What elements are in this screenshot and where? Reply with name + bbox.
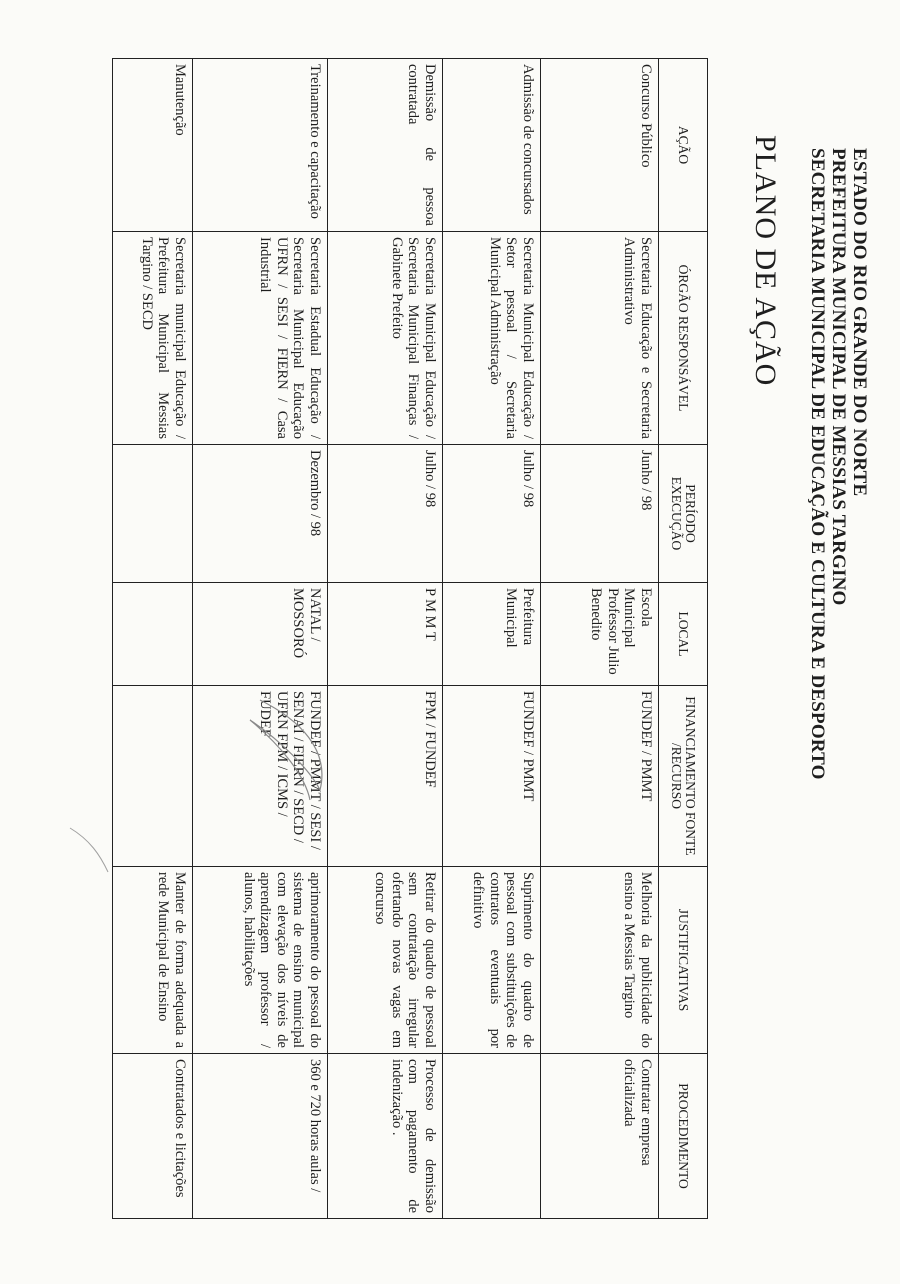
cell-periodo: Dezembro / 98: [193, 445, 328, 583]
cell-justificativas: Retirar do quadro de pessoal sem contratação irregular ofertando novas vagas em concurso: [328, 867, 443, 1054]
cell-financiamento: [113, 686, 193, 867]
header-financiamento: FINANCIAMENTO FONTE /RECURSO: [659, 686, 708, 867]
header-acao: AÇÃO: [659, 59, 708, 232]
header-justificativas: JUSTIFICATIVAS: [659, 867, 708, 1054]
pen-stroke-mark: [60, 820, 120, 880]
cell-local: Prefeitura Municipal: [443, 583, 541, 686]
cell-financiamento: FUNDEF / PMMT / SESI / SENAI / FIERN / SECD / UFRN FPM / ICMS / FUDEF: [193, 686, 328, 867]
table-row: [113, 59, 193, 1219]
cell-orgao: Secretaria Municipal Educação / Secretaria Municipal Finanças / Gabinete Prefeito: [328, 232, 443, 445]
cell-acao: Concurso Público: [541, 59, 659, 232]
cell-financiamento: FUNDEF / PMMT: [541, 686, 659, 867]
cell-justificativas: aprimoramento do pessoal do sistema de ensino municipal com elevação dos níveis de aprendizagem professor / alunos, habilitações: [193, 867, 328, 1054]
cell-orgao: Secretaria Educação e Secretaria Administrativo: [541, 232, 659, 445]
cell-periodo: Junho / 98: [541, 445, 659, 583]
cell-acao: Demissão de pessoa contratada: [328, 59, 443, 232]
cell-orgao: Secretaria municipal Educação / Prefeitura Municipal Messias Targino / SECD: [113, 232, 193, 445]
cell-acao: Manutenção: [113, 59, 193, 232]
action-plan-table: [112, 58, 708, 1219]
cell-orgao: Secretaria Estadual Educação / Secretaria Municipal Educação UFRN / SESI / FIERN / Casa Industrial: [193, 232, 328, 445]
table-row: [193, 59, 328, 1219]
header-prefecture: PREFEITURA MUNICIPAL DE MESSIAS TARGINO: [828, 148, 849, 606]
cell-procedimento: 360 e 720 horas aulas /: [193, 1054, 328, 1219]
cell-procedimento: [443, 1054, 541, 1219]
table-header-row: [659, 59, 708, 1219]
cell-justificativas: Melhoria da publicidade do ensino a Messias Targino: [541, 867, 659, 1054]
cell-periodo: [113, 445, 193, 583]
header-orgao: ÓRGÃO RESPONSÁVEL: [659, 232, 708, 445]
header-secretariat: SECRETARIA MUNICIPAL DE EDUCAÇÃO E CULTURA E DESPORTO: [807, 148, 828, 780]
header-periodo: PERÍODO EXECUÇÃO: [659, 445, 708, 583]
page-title: PLANO DE AÇÃO: [749, 135, 782, 387]
cell-justificativas: Suprimento do quadro de pessoal com substituições de contratos eventuais por definitivo: [443, 867, 541, 1054]
cell-local: Escola Municipal Professor Julio Benedito: [541, 583, 659, 686]
cell-procedimento: Processo de demissão com pagamento de indenização .: [328, 1054, 443, 1219]
cell-acao: Treinamento e capacitação: [193, 59, 328, 232]
header-procedimento: PROCEDIMENTO: [659, 1054, 708, 1219]
header-state: ESTADO DO RIO GRANDE DO NORTE: [849, 148, 870, 497]
cell-justificativas: Manter de forma adequada a rede Municipal de Ensino: [113, 867, 193, 1054]
cell-periodo: Julho / 98: [443, 445, 541, 583]
table-row: [541, 59, 659, 1219]
table-row: [328, 59, 443, 1219]
cell-local: [113, 583, 193, 686]
cell-orgao: Secretaria Municipal Educação / Setor pessoal / Secretaria Municipal Administração: [443, 232, 541, 445]
header-local: LOCAL: [659, 583, 708, 686]
cell-financiamento: FUNDEF / PMMT: [443, 686, 541, 867]
cell-procedimento: Contratar empresa oficializada: [541, 1054, 659, 1219]
cell-local: NATAL / MOSSORÓ: [193, 583, 328, 686]
table-row: [443, 59, 541, 1219]
cell-local: P M M T: [328, 583, 443, 686]
cell-acao: Admissão de concursados: [443, 59, 541, 232]
cell-procedimento: Contratados e licitações: [113, 1054, 193, 1219]
cell-periodo: Julho / 98: [328, 445, 443, 583]
cell-financiamento: FPM / FUNDEF: [328, 686, 443, 867]
